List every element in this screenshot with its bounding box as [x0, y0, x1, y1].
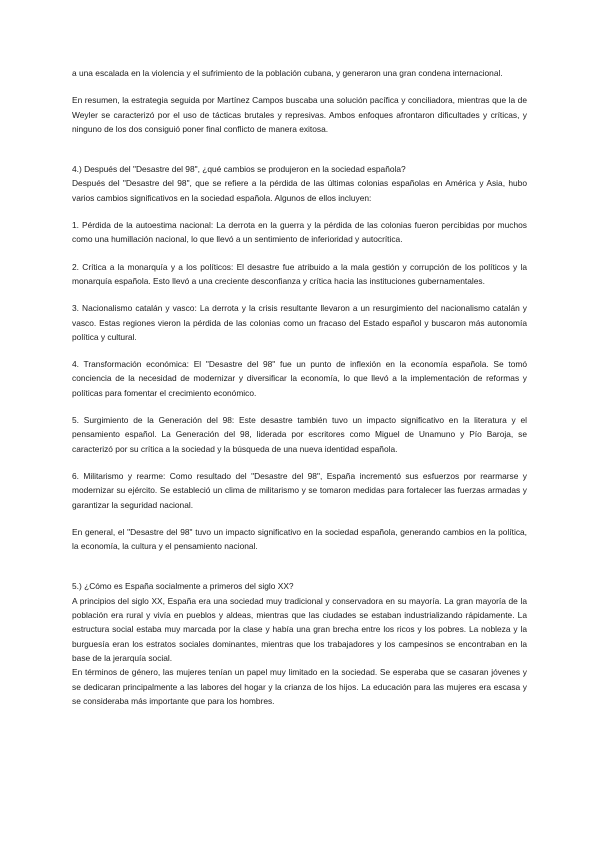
list-item-1: 1. Pérdida de la autoestima nacional: La derrota en la guerra y la pérdida de las colonias fueron percibidas por muchos como una humillación nacional, lo que llevó a un sentimiento de inferioridad y autocrítica.	[72, 220, 527, 245]
paragraph-summary: En resumen, la estrategia seguida por Martínez Campos buscaba una solución pacífica y conciliadora, mientras que la de Weyler se caracterizó por el uso de tácticas brutales y represivas. Ambos enfoques afrontaron dificultades y críticas, y ninguno de los dos consiguió poner final conflicto de manera exitosa.	[72, 95, 527, 134]
question-4-intro: Después del "Desastre del 98", que se refiere a la pérdida de las últimas colonias españolas en América y Asia, hubo varios cambios significativos en la sociedad española. Algunos de ellos incluyen:	[72, 178, 527, 203]
question-5-paragraph-2: En términos de género, las mujeres tenían un papel muy limitado en la sociedad. Se esperaba que se casaran jóvenes y se dedicaran principalmente a las labores del hogar y la crianza de los hijos. La educación para las mujeres era escasa y se consideraba más importante que para los hombres.	[72, 667, 527, 706]
question-4-conclusion: En general, el "Desastre del 98" tuvo un impacto significativo en la sociedad española, generando cambios en la política, la economía, la cultura y el pensamiento nacional.	[72, 526, 527, 552]
list-item-6: 6. Militarismo y rearme: Como resultado del "Desastre del 98", España incrementó sus esfuerzos por rearmarse y modernizar su ejército. Se estableció un clima de militarismo y se tomaron medidas para fortalecer las fuerzas armadas y garantizar la seguridad nacional.	[72, 470, 527, 510]
question-4-title: 4.) Después del "Desastre del 98", ¿qué cambios se produjeron en la sociedad española?	[72, 164, 406, 175]
list-item-3: 3. Nacionalismo catalán y vasco: La derrota y la crisis resultante llevaron a un resurgimiento del nacionalismo catalán y vasco. Estas regiones vieron la pérdida de las colonias como un fracaso del Estado español y buscaron más autonomía política y cultural.	[72, 303, 527, 342]
paragraph-conclusion-fragment: a una escalada en la violencia y el sufrimiento de la población cubana, y generaron una gran condena internacional.	[72, 68, 503, 78]
list-item-4: 4. Transformación económica: El "Desastre del 98" fue un punto de inflexión en la economía española. Se tomó conciencia de la necesidad de modernizar y diversificar la economía, lo que llevó a la implementación de reformas y políticas para fomentar el crecimiento económico.	[72, 359, 527, 398]
question-5-title: 5.) ¿Cómo es España socialmente a primeros del siglo XX?	[72, 581, 294, 592]
list-item-5: 5. Surgimiento de la Generación del 98: Este desastre también tuvo un impacto significativo en la literatura y el pensamiento español. La Generación del 98, liderada por escritores como Miguel de Unamuno y Pío Baroja, se caracterizó por su crítica a la sociedad y la búsqueda de una nueva identidad española.	[72, 415, 527, 454]
list-item-2: 2. Crítica a la monarquía y a los políticos: El desastre fue atribuido a la mala gestión y corrupción de los políticos y la monarquía española. Esto llevó a una creciente desconfianza y crítica hacia las instituciones gubernamentales.	[72, 261, 527, 286]
document-page	[72, 66, 527, 708]
question-5-paragraph-1: A principios del siglo XX, España era una sociedad muy tradicional y conservadora en su mayoría. La gran mayoría de la población era rural y vivía en pueblos y aldeas, mientras que las ciudades se estaban industrializando rápidamente. La estructura social estaba muy marcada por la clase y había una gran brecha entre los ricos y los pobres. La nobleza y la burguesía eran los estratos sociales dominantes, mientras que los trabajadores y los campesinos se encontraban en la base de la jerarquía social.	[72, 595, 527, 663]
